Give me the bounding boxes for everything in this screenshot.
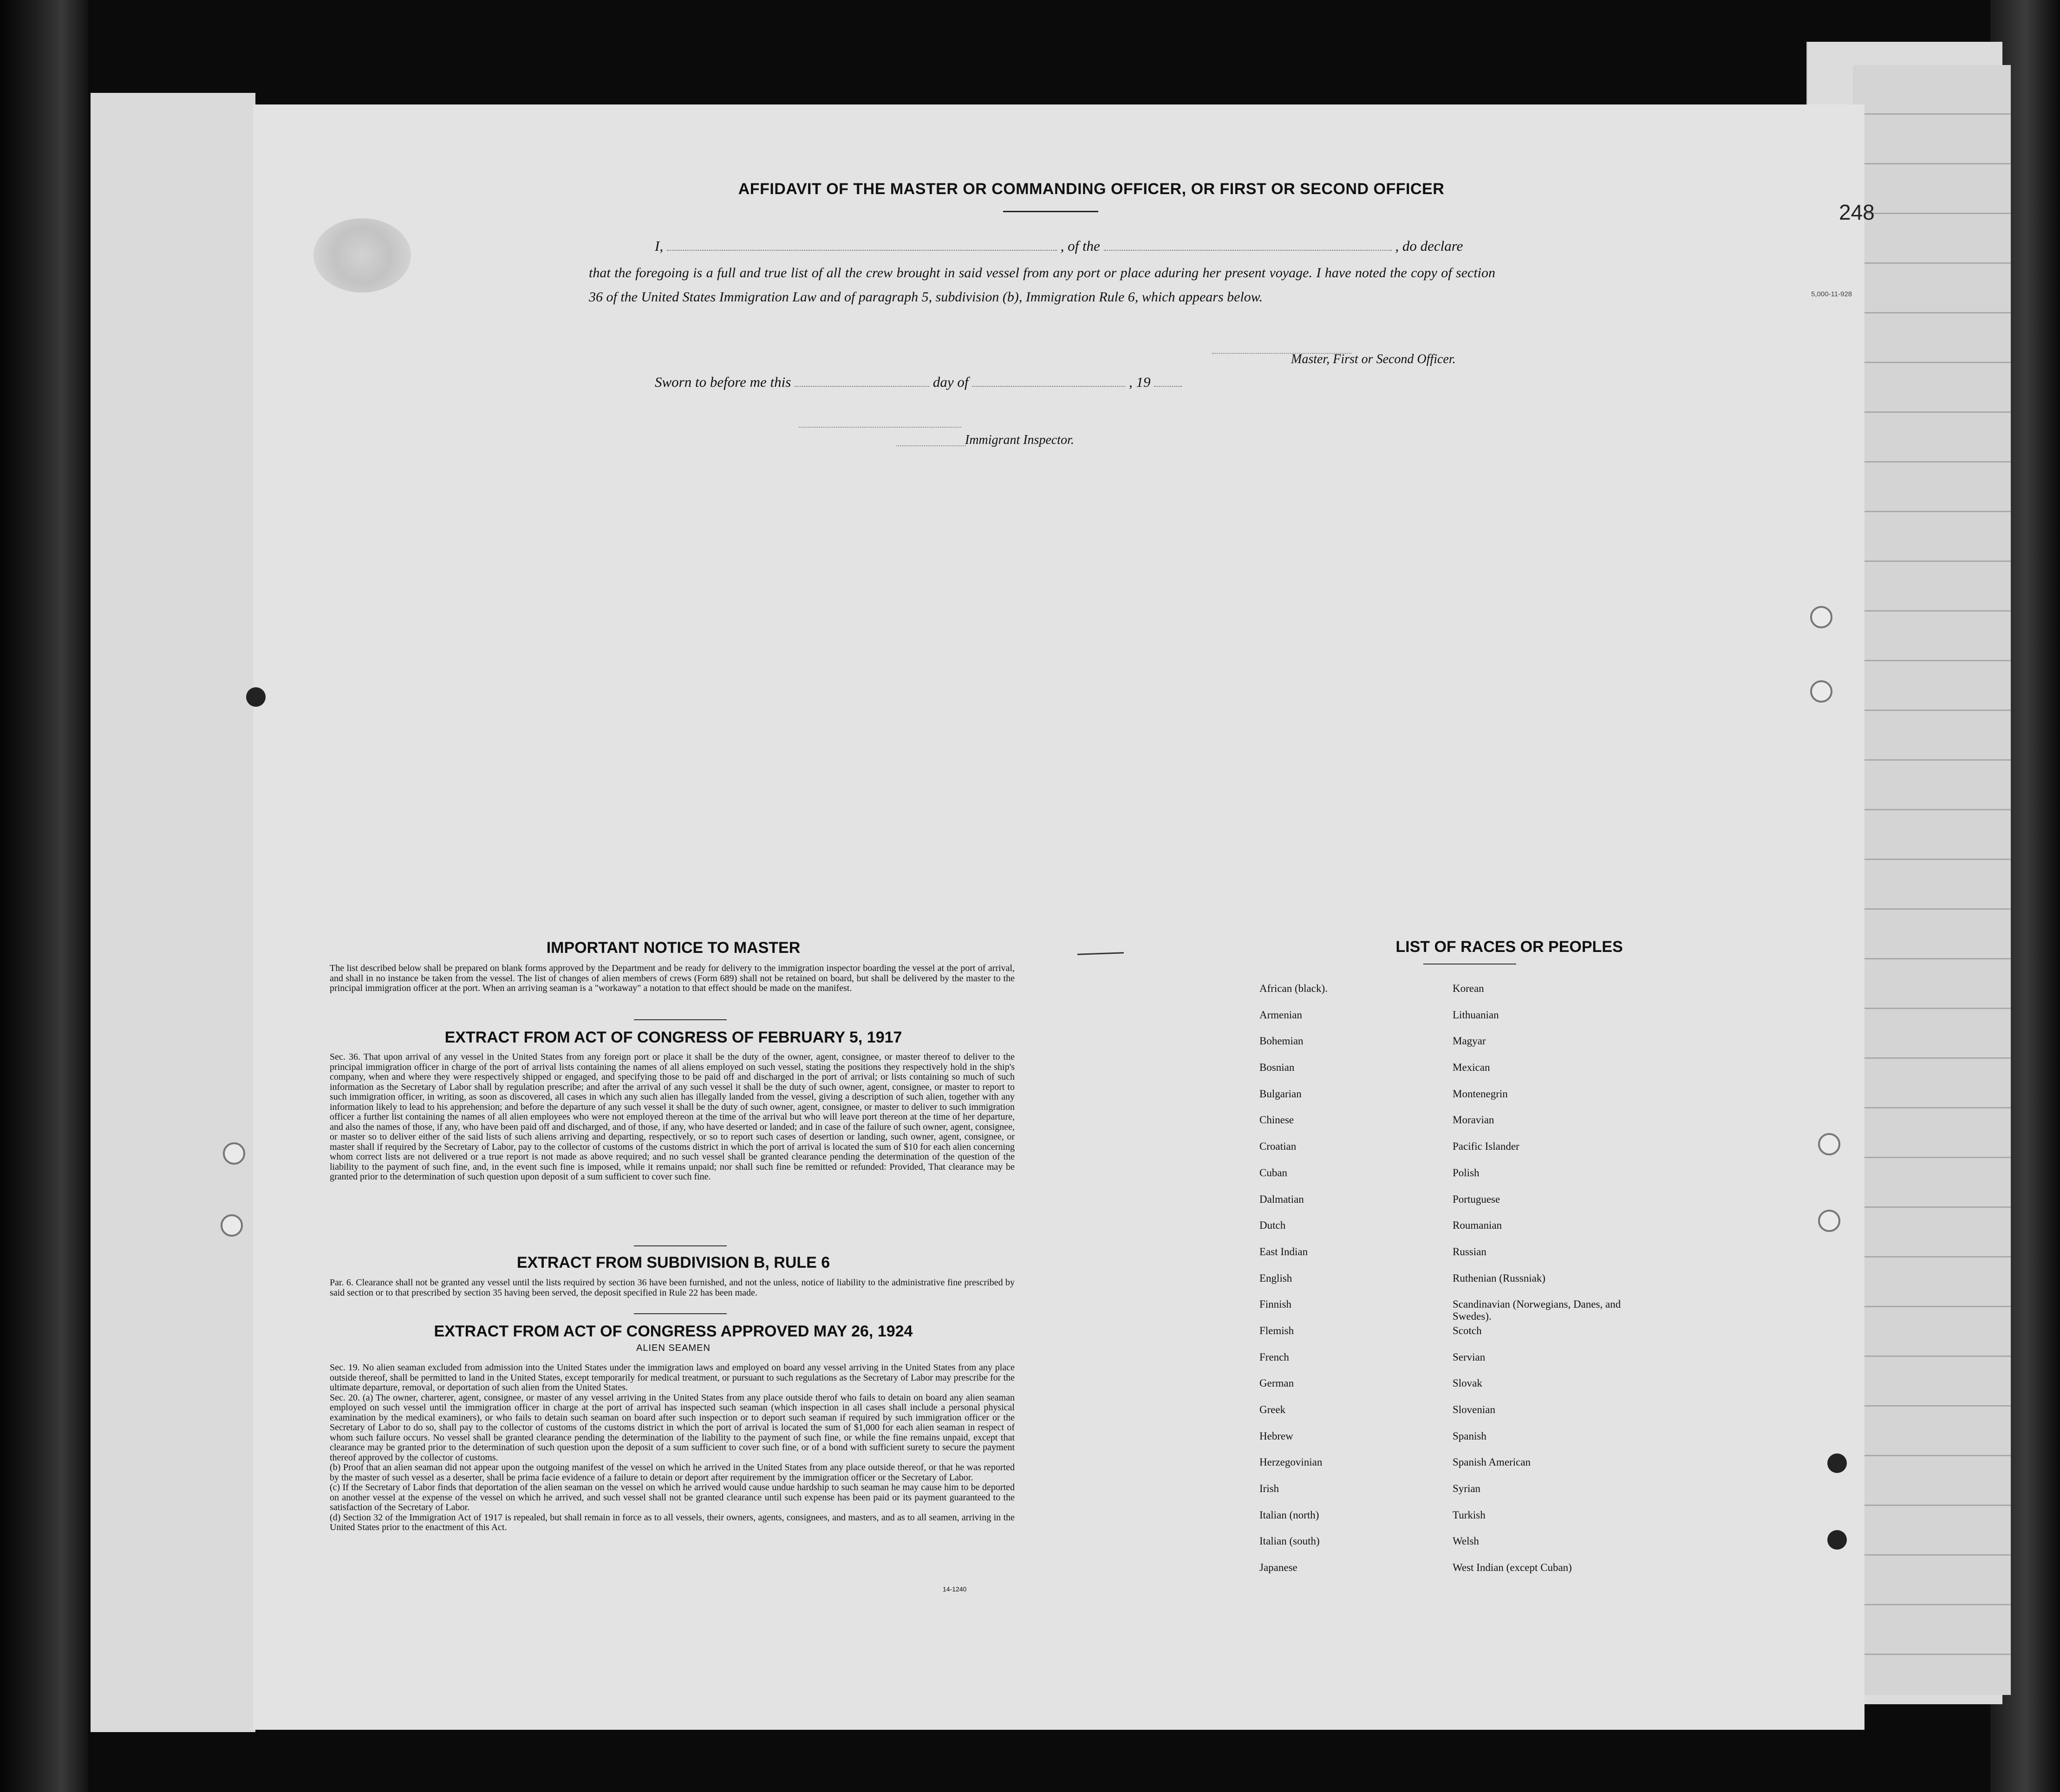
form-number: 14-1240	[943, 1585, 967, 1593]
sec-20a-paragraph: Sec. 20. (a) The owner, charterer, agent, consignee, or master of any vessel arriving in the United States from any place outside therof who fails to detain on board any alien seaman employed on such vessel until the immigration officer in charge at the port of arrival has inspected such seaman (which inspection in all cases shall include a personal physical examination by the medical examiners), or who fails to detain such seaman on board after such inspection or to deport such seaman if required by such immigration officer or the Secretary of Labor to do so, shall pay to the collector of customs of the customs district in which the port of arrival is located the sum of $1,000 for each alien seaman in respect of whom such failure occurs. No vessel shall be granted clearance pending the determination of the liability to the payment of such fine, or while the fine remains unpaid, except that clearance may be granted prior to the determination of such question upon the deposit of a sum sufficient to cover such fine, or of a bond with sufficient surety to secure the payment thereof approved by the collector of customs.	[330, 1392, 1015, 1463]
race-item: Flemish	[1259, 1324, 1294, 1336]
race-item: Servian	[1453, 1351, 1486, 1363]
affidavit-declaration-line	[655, 238, 1491, 254]
race-item: Scotch	[1453, 1324, 1482, 1336]
do-declare-label: , do declare	[1395, 238, 1463, 254]
race-item: Greek	[1259, 1404, 1286, 1415]
punch-hole	[223, 1142, 245, 1165]
sec-20d-paragraph: (d) Section 32 of the Immigration Act of 1917 is repealed, but shall remain in force as to all vessels, their owners, agents, consignees, and masters, and as to all seamen, arriving in the United States prior to the enactment of this Act.	[330, 1512, 1015, 1532]
name-blank[interactable]	[667, 247, 1057, 251]
race-item: Cuban	[1259, 1166, 1288, 1179]
extract-1924-heading: EXTRACT FROM ACT OF CONGRESS APPROVED MAY 26, 1924	[434, 1323, 913, 1340]
race-item: Russian	[1453, 1245, 1486, 1258]
inspector-label: Immigrant Inspector.	[965, 433, 1074, 447]
race-item: Pacific Islander	[1453, 1140, 1519, 1153]
race-item: English	[1259, 1272, 1292, 1284]
race-item: Scandinavian (Norwegians, Danes, and Swedes).	[1453, 1298, 1621, 1323]
scan-left-edge	[0, 0, 88, 1792]
race-item: Spanish	[1453, 1430, 1486, 1442]
race-item: Slovak	[1453, 1377, 1482, 1389]
affidavit-title: AFFIDAVIT OF THE MASTER OR COMMANDING OFFICER, OR FIRST OR SECOND OFFICER	[738, 180, 1445, 198]
race-item: Hebrew	[1259, 1430, 1293, 1442]
extract-1917-text: Sec. 36. That upon arrival of any vessel in the United States from any foreign port or place it shall be the duty of the owner, agent, consignee, or master thereof to deliver to the principal immigration officer in charge of the port of arrival lists containing the names of all aliens employed on such vessel, stating the positions they respectively hold in the ship's company, when and where they were respectively shipped or engaged, and specifying those to be paid off and discharged in the port of arrival; or lists containing so much of such information as the Secretary of Labor shall by regulation prescribe; and after the arrival of any such vessel it shall be the duty of such owner, agent, consignee, or master to report to such immigration officer, in writing, as soon as discovered, all cases in which any such alien has illegally landed from the vessel, giving a description of such alien, together with any information likely to lead to his apprehension; and before the departure of any such vessel it shall be the duty of such owner, agent, consignee, or master to deliver to such immigration officer a further list containing the names of all alien employees who were not employed thereon at the time of the arrival but who will leave port thereon at the time of her departure, and also the names of those, if any, who have been paid off and discharged, and of those, if any, who have deserted or landed; and in case of the failure of such owner, agent, consignee, or master so to deliver either of the said lists of such aliens arriving and departing, respectively, or so to report such cases of desertion or landing, such owner, agent, consignee, or master shall if required by the Secretary of Labor, pay to the collector of customs of the customs district in which the port of arrival is located the sum of $10 for each alien concerning whom correct lists are not delivered or a true report is not made as above required; and no such vessel shall be granted clearance pending the determination of the question of the liability to the payment of such fine, and, in the event such fine is imposed, while it remains unpaid; nor shall such fine be remitted or refunded: Provided, That clearance may be granted prior to the determination of such question upon deposit of a sum sufficient to cover such fine.	[330, 1052, 1015, 1182]
punch-hole	[1810, 680, 1832, 703]
sec-20c-paragraph: (c) If the Secretary of Labor finds that deportation of the alien seaman on the vessel on which he arrived would cause undue hardship to such seaman he may cause him to be deported on another vessel at the expense of the vessel on which he arrived, and such vessel shall not be granted clearance until such expense has been paid or its payment guaranteed to the satisfaction of the Secretary of Labor.	[330, 1482, 1015, 1512]
extract-1917-heading: EXTRACT FROM ACT OF CONGRESS OF FEBRUARY 5, 1917	[444, 1029, 902, 1046]
rule6-text: Par. 6. Clearance shall not be granted any vessel until the lists required by section 36 have been furnished, and not the unless, notice of liability to the administrative fine prescribed by said section or to that prescribed by section 35 having been served, the deposit specified in Rule 22 has been made.	[330, 1277, 1015, 1298]
race-item: Ruthenian (Russniak)	[1453, 1272, 1545, 1284]
race-item: Bulgarian	[1259, 1088, 1302, 1100]
punch-hole	[246, 687, 266, 707]
race-item: Portuguese	[1453, 1193, 1500, 1205]
extract-1924-text	[330, 1363, 1015, 1533]
punch-hole	[1818, 1210, 1840, 1232]
race-item: Korean	[1453, 983, 1484, 994]
race-item: Slovenian	[1453, 1404, 1495, 1415]
sec-20b-paragraph: (b) Proof that an alien seaman did not appear upon the outgoing manifest of the vessel on which he arrived in the United States from any place outside thereof, or that he was reported by the master of such vessel as a deserter, shall be prima facie evidence of a failure to detain or deport after requirement by the immigration officer or the Secretary of Labor.	[330, 1462, 1015, 1483]
race-item: Herzegovinian	[1259, 1456, 1323, 1468]
race-item: Finnish	[1259, 1298, 1292, 1310]
race-item: Turkish	[1453, 1509, 1486, 1521]
sec-19-paragraph: Sec. 19. No alien seaman excluded from admission into the United States under the immigration laws and employed on board any vessel arriving in the United States from any place outside thereof, shall be permitted to land in the United States, except temporarily for medical treatment, or pursuant to such regulations as the Secretary of Labor may prescribe for the ultimate departure, removal, or deportation of such alien from the United States.	[330, 1362, 1015, 1393]
sworn-year-blank[interactable]	[1154, 383, 1182, 387]
sworn-label: Sworn to before me this	[655, 374, 791, 390]
race-item: Mexican	[1453, 1062, 1490, 1074]
master-signature-label: Master, First or Second Officer.	[1291, 352, 1456, 366]
faded-stamp	[313, 218, 411, 293]
notice-heading: IMPORTANT NOTICE TO MASTER	[546, 939, 801, 957]
race-item: East Indian	[1259, 1245, 1308, 1258]
race-item: Bosnian	[1259, 1062, 1295, 1074]
page-margin-strip	[91, 93, 255, 1732]
inspector-signature-line[interactable]	[799, 426, 961, 428]
punch-hole	[1810, 606, 1832, 628]
race-item: Chinese	[1259, 1114, 1294, 1126]
race-item: Syrian	[1453, 1483, 1481, 1495]
ruled-underlying-sheet	[1853, 65, 2011, 1695]
page-number: 248	[1839, 200, 1875, 224]
race-item: Magyar	[1453, 1035, 1486, 1047]
punch-hole	[1818, 1133, 1840, 1155]
sworn-day-blank[interactable]	[795, 383, 929, 387]
races-heading: LIST OF RACES OR PEOPLES	[1395, 938, 1623, 956]
punch-hole	[221, 1214, 243, 1237]
race-item: German	[1259, 1377, 1294, 1389]
races-column-1	[1259, 983, 1427, 1588]
race-item: Armenian	[1259, 1009, 1302, 1021]
race-item: Montenegrin	[1453, 1088, 1508, 1100]
race-item: Polish	[1453, 1166, 1480, 1179]
section-rule	[634, 1245, 727, 1246]
inspector-signature-line-2[interactable]	[896, 444, 966, 446]
punch-hole	[1827, 1530, 1847, 1550]
notice-text: The list described below shall be prepared on blank forms approved by the Department and be ready for delivery to the immigration inspector boarding the vessel at the port of arrival, and shall in no instance be taken from the vessel. The list of changes of alien members of crews (Form 689) shall not be retained on board, but shall be delivered by the master to the principal immigration officer at the port. When an arriving seaman is a "workaway" a notation to that effect should be made on the manifest.	[330, 963, 1015, 993]
race-item: Croatian	[1259, 1140, 1297, 1153]
race-item: Dalmatian	[1259, 1193, 1304, 1205]
race-item: African (black).	[1259, 983, 1328, 994]
race-item: Welsh	[1453, 1535, 1479, 1547]
i-label: I,	[655, 238, 664, 254]
race-item: Italian (north)	[1259, 1509, 1319, 1521]
race-item: Italian (south)	[1259, 1535, 1320, 1547]
race-item: West Indian (except Cuban)	[1453, 1562, 1572, 1574]
form-code: 5,000-11-928	[1811, 290, 1852, 298]
rule6-heading: EXTRACT FROM SUBDIVISION B, RULE 6	[516, 1254, 830, 1271]
race-item: Bohemian	[1259, 1035, 1304, 1047]
section-rule	[634, 1313, 727, 1314]
section-rule	[634, 1019, 727, 1020]
race-item: Japanese	[1259, 1562, 1297, 1574]
vessel-blank[interactable]	[1104, 247, 1392, 251]
races-column-2	[1453, 983, 1638, 1588]
day-of-label: day of	[932, 374, 969, 390]
of-the-label: , of the	[1060, 238, 1100, 254]
affidavit-body: that the foregoing is a full and true list of all the crew brought in said vessel from any port or place aduring her present voyage. I have noted the copy of section 36 of the United States Immigration Law and of paragraph 5, subdivision (b), Immigration Rule 6, which appears below.	[589, 265, 1495, 305]
race-item: Dutch	[1259, 1219, 1286, 1232]
race-item: Roumanian	[1453, 1219, 1502, 1232]
race-item: Moravian	[1453, 1114, 1494, 1126]
race-item: Lithuanian	[1453, 1009, 1499, 1021]
title-rule	[1003, 211, 1098, 212]
race-item: Spanish American	[1453, 1456, 1531, 1468]
alien-seamen-subheading: ALIEN SEAMEN	[636, 1343, 711, 1353]
punch-hole	[1827, 1453, 1847, 1473]
race-item: Irish	[1259, 1483, 1279, 1495]
sworn-line	[655, 374, 1491, 391]
race-item: French	[1259, 1351, 1289, 1363]
sworn-month-blank[interactable]	[972, 383, 1125, 387]
year-label: , 19	[1128, 374, 1151, 390]
